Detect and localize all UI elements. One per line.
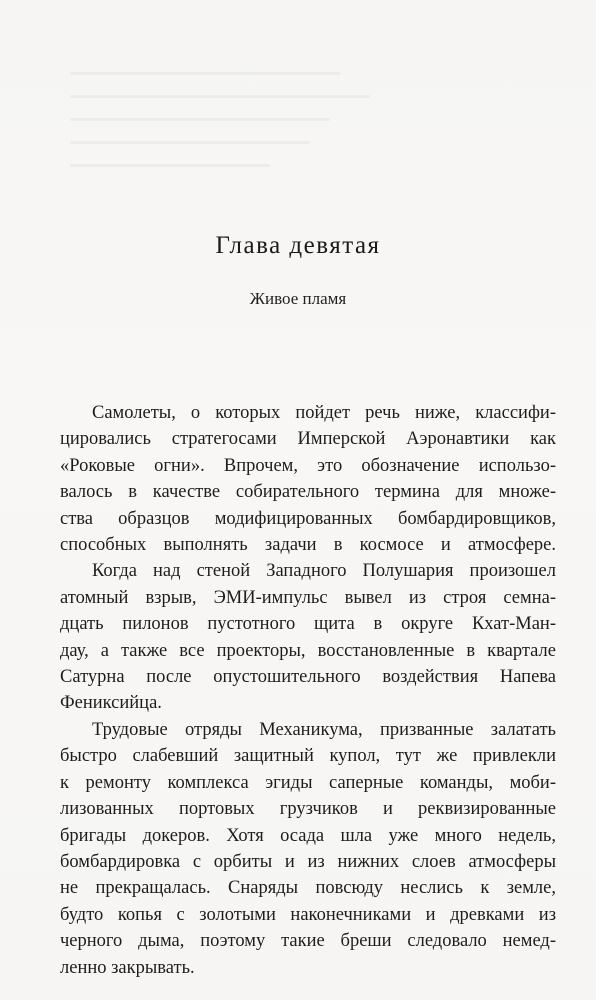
text-line: дау, а также все проекторы, восстановленные в квартале <box>60 640 556 661</box>
text-line: цировались стратегосами Имперской Аэронавтики как <box>60 429 556 450</box>
chapter-subtitle: Живое пламя <box>249 289 347 308</box>
text-line: Самолеты, о которых пойдет речь ниже, классифи- <box>92 403 556 423</box>
text-line: быстро слабевший защитный купол, тут же привлекли <box>60 746 556 767</box>
text-line: «Роковые огни». Впрочем, это обозначение использо- <box>60 455 556 476</box>
text-line: ства образцов модифицированных бомбардировщиков, <box>60 508 556 529</box>
text-line: к ремонту комплекса эгиды саперные команды, моби- <box>60 772 556 793</box>
bleed-through-text <box>70 72 370 187</box>
paragraph <box>60 717 556 981</box>
text-line: способных выполнять задачи в космосе и атмосфере. <box>60 535 556 556</box>
text-line: лизованных портовых грузчиков и реквизированные <box>60 799 556 820</box>
paragraph <box>60 558 556 716</box>
text-line: ленно закрывать. <box>60 957 195 978</box>
text-line: Когда над стеной Западного Полушария произошел <box>92 561 556 582</box>
text-line: дцать пилонов пустотного щита в округе Кхат-Ман- <box>60 614 556 635</box>
chapter-title: Глава девятая <box>215 232 381 259</box>
text-line: атомный взрыв, ЭМИ-импульс вывел из строя семна- <box>60 587 556 608</box>
text-line: бригады докеров. Хотя осада шла уже много недель, <box>60 825 556 846</box>
text-line: Сатурна после опустошительного воздействия Напева <box>60 667 556 688</box>
text-line: черного дыма, поэтому такие бреши следовало немед- <box>60 931 556 952</box>
paragraph <box>60 400 556 558</box>
text-line: Трудовые отряды Механикума, призванные залатать <box>92 719 556 740</box>
text-line: бомбардировка с орбиты и из нижних слоев атмосферы <box>60 851 556 872</box>
body-text <box>60 400 556 981</box>
text-line: валось в качестве собирательного термина для множе- <box>60 482 556 503</box>
text-line: будто копья с золотыми наконечниками и древками из <box>60 904 556 925</box>
text-line: не прекращалась. Снаряды повсюду неслись к земле, <box>60 878 556 899</box>
text-line: Фениксийца. <box>60 693 162 714</box>
